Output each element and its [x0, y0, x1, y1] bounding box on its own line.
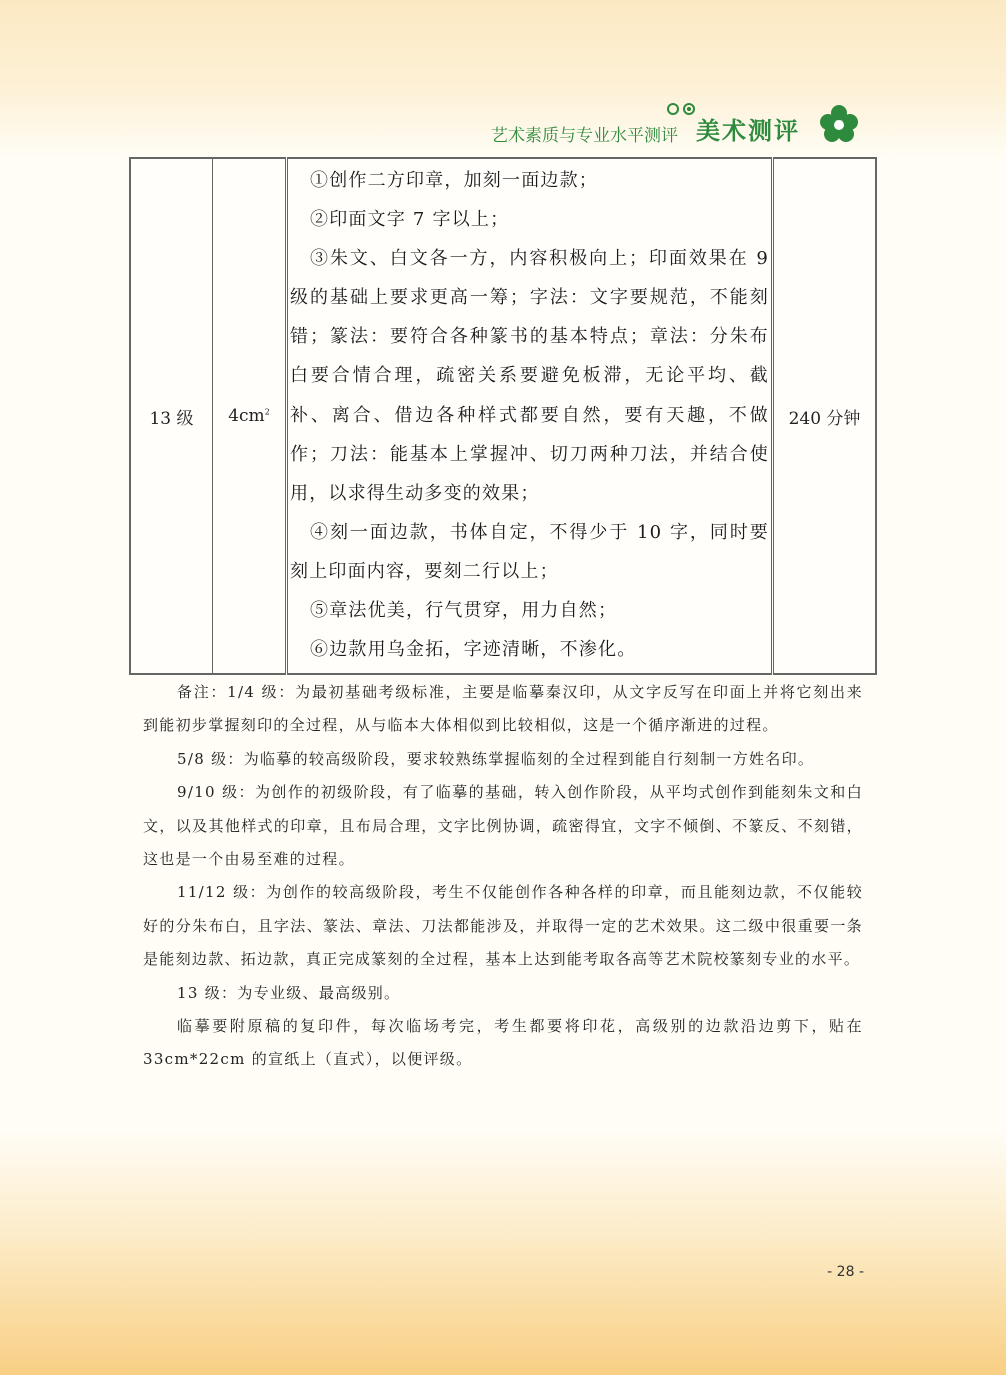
- header-subtitle: 艺术素质与专业水平测评: [491, 126, 678, 146]
- footer-background: [0, 1130, 1006, 1375]
- requirement-item: ③朱文、白文各一方，内容积极向上；印面效果在 9 级的基础上要求更高一筹；字法：文字要规范，不能刻错；篆法：要符合各种篆书的基本特点；章法：分朱布白要合情合理，疏密关系要避免板滞，无论平均、截补、离合、借边各种样式都要自然，要有天趣，不做作；刀法：能基本上掌握冲、切刀两种刀法，并结合使用，以求得生动多变的效果；: [290, 248, 769, 504]
- note-paragraph: 11/12 级：为创作的较高级阶段，考生不仅能创作各种各样的印章，而且能刻边款，不仅能较好的分朱布白，且字法、篆法、章法、刀法都能涉及，并取得一定的艺术效果。这二级中很重要一条是能刻边款、拓边款，真正完成篆刻的全过程，基本上达到能考取各高等艺术院校篆刻专业的水平。: [143, 883, 863, 969]
- header-title: 美术测评: [696, 117, 800, 145]
- requirements-cell: [287, 158, 773, 674]
- note-paragraph: 5/8 级：为临摹的较高级阶段，要求较熟练掌握临刻的全过程到能自行刻制一方姓名印。: [177, 749, 815, 768]
- requirement-item: ⑥边款用乌金拓，字迹清晰，不渗化。: [310, 639, 637, 661]
- flower-icon: [818, 104, 860, 146]
- header-subtitle-block: [491, 103, 678, 146]
- note-paragraph: 临摹要附原稿的复印件，每次临场考完，考生都要将印花，高级别的边款沿边剪下，贴在 33cm*22cm 的宣纸上（直式），以便评级。: [143, 1017, 863, 1069]
- notes-section: [143, 676, 863, 1077]
- note-paragraph: 9/10 级：为创作的初级阶段，有了临摹的基础，转入创作阶段，从平均式创作到能刻朱文和白文，以及其他样式的印章，且布局合理，文字比例协调，疏密得宜，文字不倾倒、不篆反、不刻错，这也是一个由易至难的过程。: [143, 783, 863, 869]
- page-header: [491, 96, 860, 146]
- note-paragraph: 备注：1/4 级：为最初基础考级标准，主要是临摹秦汉印，从文字反写在印面上并将它刻出来到能初步掌握刻印的全过程，从与临本大体相似到比较相似，这是一个循序渐进的过程。: [143, 683, 863, 735]
- circle-dots-icon: [667, 103, 695, 115]
- table-row: [130, 158, 876, 674]
- level-cell: 13 级: [130, 158, 213, 674]
- size-superscript: 2: [264, 407, 270, 417]
- page-number: - 28 -: [827, 1264, 864, 1280]
- requirement-item: ②印面文字 7 字以上；: [310, 209, 510, 231]
- note-paragraph: 13 级：为专业级、最高级别。: [177, 983, 401, 1002]
- size-value: 4cm: [228, 406, 265, 427]
- grading-table: [129, 157, 877, 675]
- size-cell: [213, 158, 287, 674]
- requirement-item: ④刻一面边款，书体自定，不得少于 10 字，同时要刻上印面内容，要刻二行以上；: [290, 521, 769, 582]
- requirement-item: ①创作二方印章，加刻一面边款；: [310, 170, 598, 191]
- requirement-item: ⑤章法优美，行气贯穿，用力自然；: [310, 600, 618, 622]
- time-cell: 240 分钟: [773, 158, 877, 674]
